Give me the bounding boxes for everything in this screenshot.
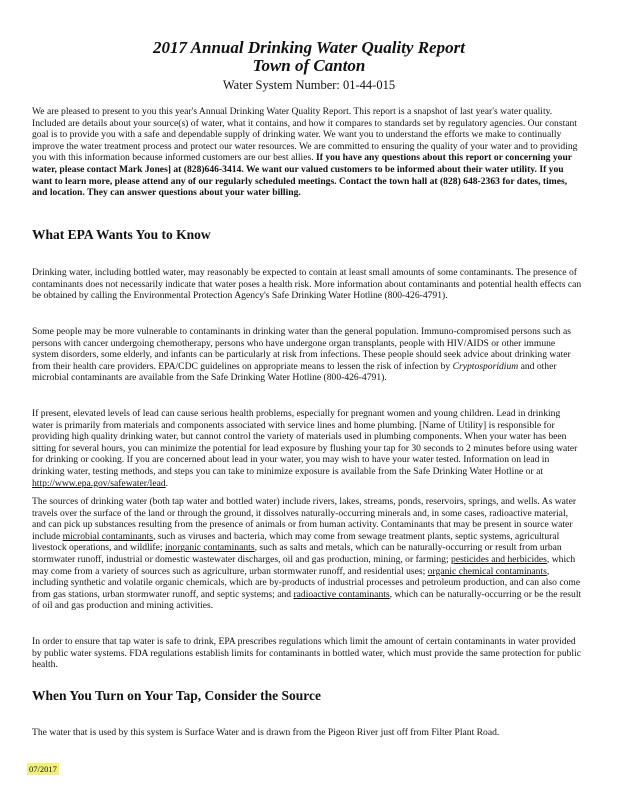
epa-paragraph-2: [32, 326, 582, 384]
water-system-number: Water System Number: 01-44-015: [222, 78, 396, 92]
inorganic-term: inorganic contaminants: [164, 542, 255, 554]
section-heading-epa: What EPA Wants You to Know: [32, 227, 211, 242]
epa-lead-link[interactable]: http://www.epa.gov/safewater/lead: [32, 477, 166, 489]
epa-p4-text-f: , which can be naturally-occurring or be the result of oil and gas production and mining activities.: [32, 588, 582, 612]
radioactive-term: radioactive contaminants: [293, 588, 390, 600]
organic-term: organic chemical contaminants: [427, 565, 547, 577]
intro-text: We are pleased to present to you this year's Annual Drinking Water Quality Report. This report is a snapshot of last year's water quality. Included are details about your source(s) of water, what it contains, and how it compares to standards set by regulatory agencies. Our constant goal is to provide you with a safe and dependable supply of drinking water. We want you to understand the efforts we make to continually improve the water treatment process and protect our water resources. We are committed to ensuring the quality of your water and to providing you with this information because informed customers are our best allies.: [32, 106, 578, 164]
epa-p2-italic: Cryptosporidium: [452, 360, 519, 372]
footer-date: 07/2017: [29, 764, 57, 774]
section-heading-tap: When You Turn on Your Tap, Consider the Source: [32, 688, 321, 703]
epa-p4-text-d: , which may come from a variety of sources such as agriculture, urban stormwater runoff, and residential uses;: [32, 553, 576, 577]
epa-p2-text-a: Some people may be more vulnerable to contaminants in drinking water than the general population. Immuno-compromised persons such as persons with cancer undergoing chemotherapy, persons who have undergone organ transplants, people with HIV/AIDS or other immune system disorders, some elderly, and infants can be particularly at risk from infections. These people should seek advice about drinking water from their health care providers. EPA/CDC guidelines on appropriate means to lessen the risk of infection by: [32, 326, 571, 372]
intro-paragraph: [32, 106, 582, 199]
intro-contact-text: If you have any questions about this report or concerning your water, please contact Mark Jones] at (828)646-3414. We want our valued customers to be informed about their water utility. If you want to learn more, please attend any of our regularly scheduled meetings. Contact the town hall at (828) 648-2363 for dates, times, and location. They can answer questions about your water billing.: [32, 152, 572, 199]
epa-paragraph-5: In order to ensure that tap water is safe to drink, EPA prescribes regulations which limit the amount of certain contaminants in water provided by public water systems. FDA regulations establish limits for contaminants in bottled water, which must provide the same protection for public health.: [32, 636, 582, 671]
epa-p3-text-a: If present, elevated levels of lead can cause serious health problems, especially for pregnant women and young children. Lead in drinking water is primarily from materials and components associated with service lines and home plumbing. [Name of Utility] is responsible for providing high quality drinking water, but cannot control the variety of materials used in plumbing components. When your water has been sitting for several hours, you can minimize the potential for lead exposure by flushing your tap for 30 seconds to 2 minutes before using water for drinking or cooking. If you are concerned about lead in your water, you may wish to have your water tested. Information on lead in drinking water, testing methods, and steps you can take to minimize exposure is available from the Safe Drinking Water Hotline or at: [32, 408, 578, 477]
epa-p4-text-c: , such as salts and metals, which can be naturally-occurring or result from urban stormwater runoff, industrial or domestic wastewater discharges, oil and gas production, mining, or farming;: [32, 542, 562, 565]
report-town: Town of Canton: [252, 56, 366, 75]
epa-p3-text-b: .: [165, 477, 169, 489]
epa-p4-text-a: The sources of drinking water (both tap water and bottled water) include rivers, lakes, streams, ponds, reservoirs, springs, and wells. As water travels over the surface of the land or through the ground, it dissolves naturally-occurring minerals and, in some cases, radioactive material, and can pick up substances resulting from the presence of animals or from human activity. Contaminants that may be present in source water include: [32, 496, 577, 542]
report-title: 2017 Annual Drinking Water Quality Report: [153, 38, 465, 57]
epa-paragraph-3: [32, 408, 582, 489]
pesticides-term: pesticides and herbicides: [451, 553, 547, 565]
microbial-term: microbial contaminants: [62, 530, 153, 542]
epa-paragraph-1: Drinking water, including bottled water, may reasonably be expected to contain at least small amounts of some contaminants. The presence of contaminants does not necessarily indicate that water poses a health risk. More information about contaminants and potential health effects can be obtained by calling the Environmental Protection Agency's Safe Drinking Water Hotline (800-426-4791).: [32, 267, 582, 302]
epa-p4-text-b: , such as viruses and bacteria, which may come from sewage treatment plants, septic systems, agricultural livestock operations, and wildlife;: [32, 530, 560, 554]
tap-paragraph: The water that is used by this system is Surface Water and is drawn from the Pigeon River just off from Filter Plant Road.: [32, 727, 500, 738]
epa-p4-text-e: , including synthetic and volatile organic chemicals, which are by-products of industrial processes and petroleum production, and can also come from gas stations, urban stormwater runoff, and septic systems; and: [32, 565, 581, 600]
epa-p2-text-b: and other microbial contaminants are available from the Safe Drinking Water Hotline (800-426-4791).: [32, 360, 557, 384]
epa-paragraph-4: [32, 496, 582, 612]
